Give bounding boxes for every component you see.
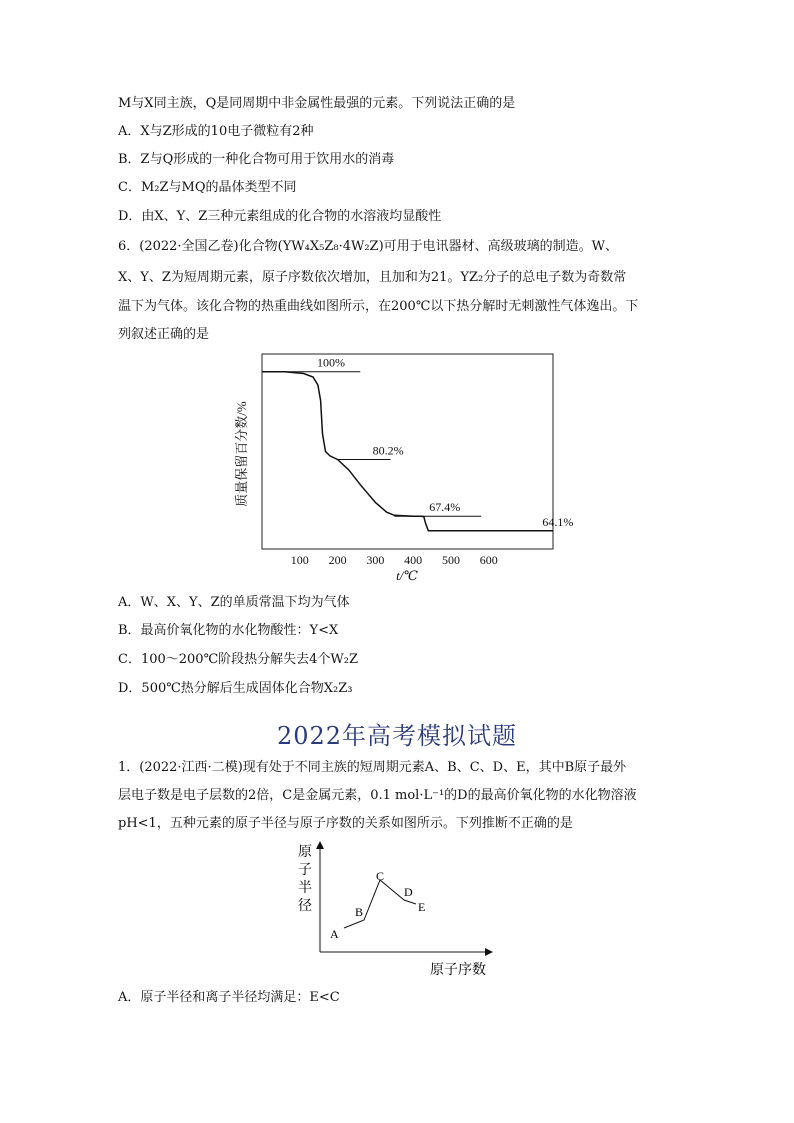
chart-frame: [262, 354, 553, 549]
prev-option-c: C．M₂Z与MQ的晶体类型不同: [118, 180, 297, 195]
prev-option-a: A．X与Z形成的10电子微粒有2种: [118, 124, 314, 139]
point-b-label: B: [355, 905, 364, 919]
q1-line-2: 层电子数是电子层数的2倍，C是金属元素，0.1 mol·L⁻¹的D的最高价氧化物的水化物溶液: [118, 788, 637, 803]
mock-exam-heading: 2022年高考模拟试题: [276, 722, 518, 750]
y-axis-label-4: 径: [298, 899, 312, 914]
x-tick-label: 400: [404, 553, 423, 567]
q6-option-b: B．最高价氧化物的水化物酸性：Y<X: [118, 623, 339, 638]
point-e-label: E: [418, 900, 426, 914]
x-tick-label: 600: [479, 553, 498, 567]
x-axis-label: 原子序数: [430, 963, 486, 978]
y-axis-label-2: 子: [298, 863, 312, 878]
point-c-label: C: [376, 869, 385, 883]
thermogravimetric-chart: [230, 350, 574, 590]
y-axis-label-3: 半: [298, 881, 312, 896]
x-tick-label: 300: [366, 553, 385, 567]
annotation-label-0: 100%: [317, 355, 345, 370]
prev-question-stem: M与X同主族，Q是同周期中非金属性最强的元素。下列说法正确的是: [118, 96, 516, 111]
tg-curve: [262, 372, 553, 531]
q6-line-1: 6．(2022·全国乙卷)化合物(YW₄X₅Z₈·4W₂Z)可用于电讯器材、高级玻璃的制造。W、: [118, 239, 619, 254]
q6-line-3: 温下为气体。该化合物的热重曲线如图所示，在200℃以下热分解时无刺激性气体逸出。下: [118, 299, 639, 314]
y-axis-label-1: 原: [298, 845, 312, 860]
x-tick-label: 500: [441, 553, 460, 567]
point-a-label: A: [330, 927, 339, 941]
q1-option-a: A．原子半径和离子半径均满足：E<C: [118, 990, 340, 1005]
q6-line-2: X、Y、Z为短周期元素，原子序数依次增加，且加和为21。YZ₂分子的总电子数为奇数常: [118, 270, 627, 285]
annotation-label-2: 67.4%: [429, 500, 461, 515]
annotation-label-3: 64.1%: [542, 514, 574, 529]
q6-option-a: A．W、X、Y、Z的单质常温下均为气体: [118, 595, 350, 610]
chart-ylabel: 质量保留百分数/%: [234, 401, 249, 507]
q6-option-d: D．500℃热分解后生成固体化合物X₂Z₃: [118, 681, 353, 696]
x-tick-label: 200: [328, 553, 347, 567]
q6-line-4: 列叙述正确的是: [118, 327, 210, 342]
point-d-label: D: [404, 885, 413, 899]
q6-option-c: C．100～200℃阶段热分解失去4个W₂Z: [118, 652, 358, 667]
q1-line-1: 1．(2022·江西·二模)现有处于不同主族的短周期元素A、B、C、D、E，其中B原子最外: [118, 760, 627, 775]
prev-option-b: B．Z与Q形成的一种化合物可用于饮用水的消毒: [118, 152, 395, 167]
chart-xlabel: t/℃: [396, 568, 418, 583]
atomic-radius-diagram: [292, 838, 502, 983]
prev-option-d: D．由X、Y、Z三种元素组成的化合物的水溶液均显酸性: [118, 209, 442, 224]
q1-line-3: pH<1，五种元素的原子半径与原子序数的关系如图所示。下列推断不正确的是: [118, 816, 573, 831]
x-tick-label: 100: [290, 553, 309, 567]
annotation-label-1: 80.2%: [372, 443, 404, 458]
